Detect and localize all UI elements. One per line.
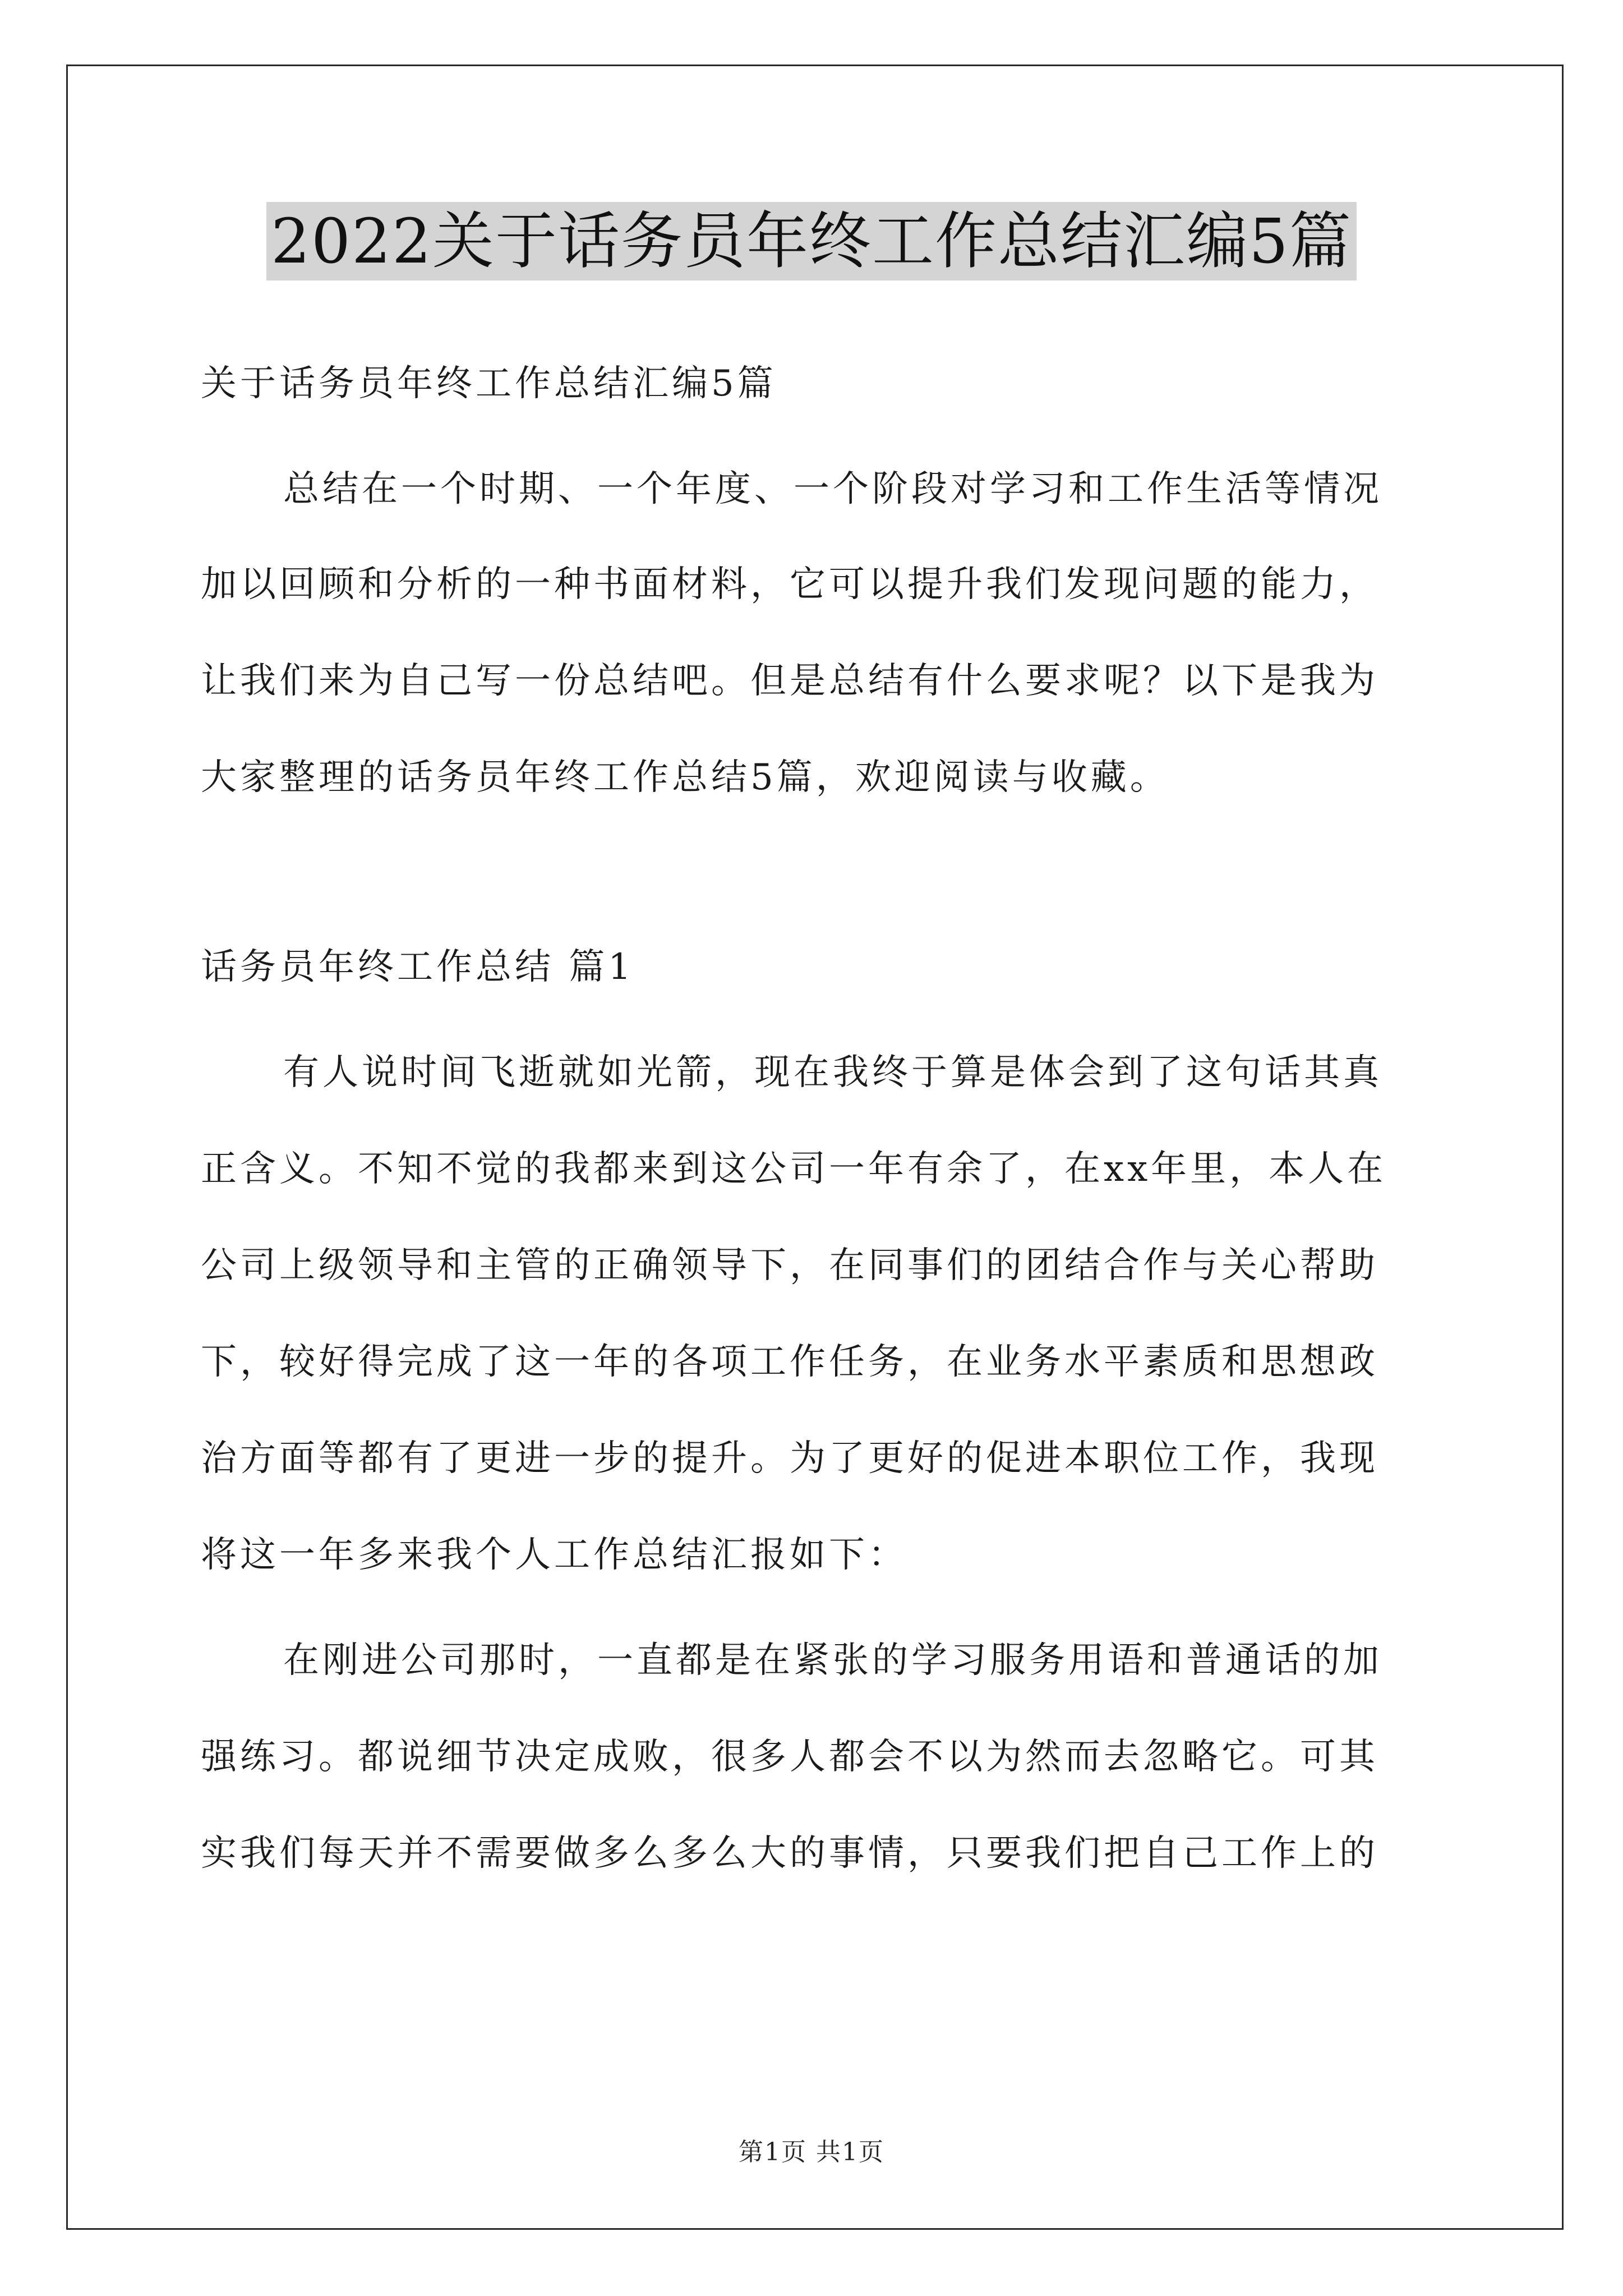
document-subtitle: 关于话务员年终工作总结汇编5篇: [201, 363, 777, 404]
page-footer: 第1页 共1页: [739, 2138, 884, 2166]
paragraph-line: 下，较好得完成了这一年的各项工作任务，在业务水平素质和思想政: [201, 1341, 1378, 1383]
intro-line: 加以回顾和分析的一种书面材料，它可以提升我们发现问题的能力，: [201, 564, 1378, 605]
paragraph-line: 公司上级领导和主管的正确领导下，在同事们的团结合作与关心帮助: [201, 1245, 1378, 1286]
paragraph-line: 在刚进公司那时，一直都是在紧张的学习服务用语和普通话的加: [283, 1640, 1382, 1681]
intro-line: 总结在一个时期、一个年度、一个阶段对学习和工作生活等情况: [283, 468, 1382, 510]
paragraph-line: 正含义。不知不觉的我都来到这公司一年有余了，在xx年里，本人在: [201, 1148, 1387, 1190]
paragraph-line: 有人说时间飞逝就如光箭，现在我终于算是体会到了这句话其真: [283, 1052, 1382, 1093]
intro-line: 大家整理的话务员年终工作总结5篇，欢迎阅读与收藏。: [201, 757, 1169, 798]
paragraph-line: 治方面等都有了更进一步的提升。为了更好的促进本职位工作，我现: [201, 1438, 1378, 1479]
paragraph-line: 将这一年多来我个人工作总结汇报如下：: [201, 1534, 907, 1576]
intro-line: 让我们来为自己写一份总结吧。但是总结有什么要求呢？以下是我为: [201, 660, 1378, 702]
document-title: 2022关于话务员年终工作总结汇编5篇: [0, 202, 1623, 280]
paragraph-line: 实我们每天并不需要做多么多么大的事情，只要我们把自己工作上的: [201, 1833, 1378, 1874]
paragraph-line: 强练习。都说细节决定成败，很多人都会不以为然而去忽略它。可其: [201, 1736, 1378, 1778]
section-heading: 话务员年终工作总结 篇1: [201, 946, 635, 988]
